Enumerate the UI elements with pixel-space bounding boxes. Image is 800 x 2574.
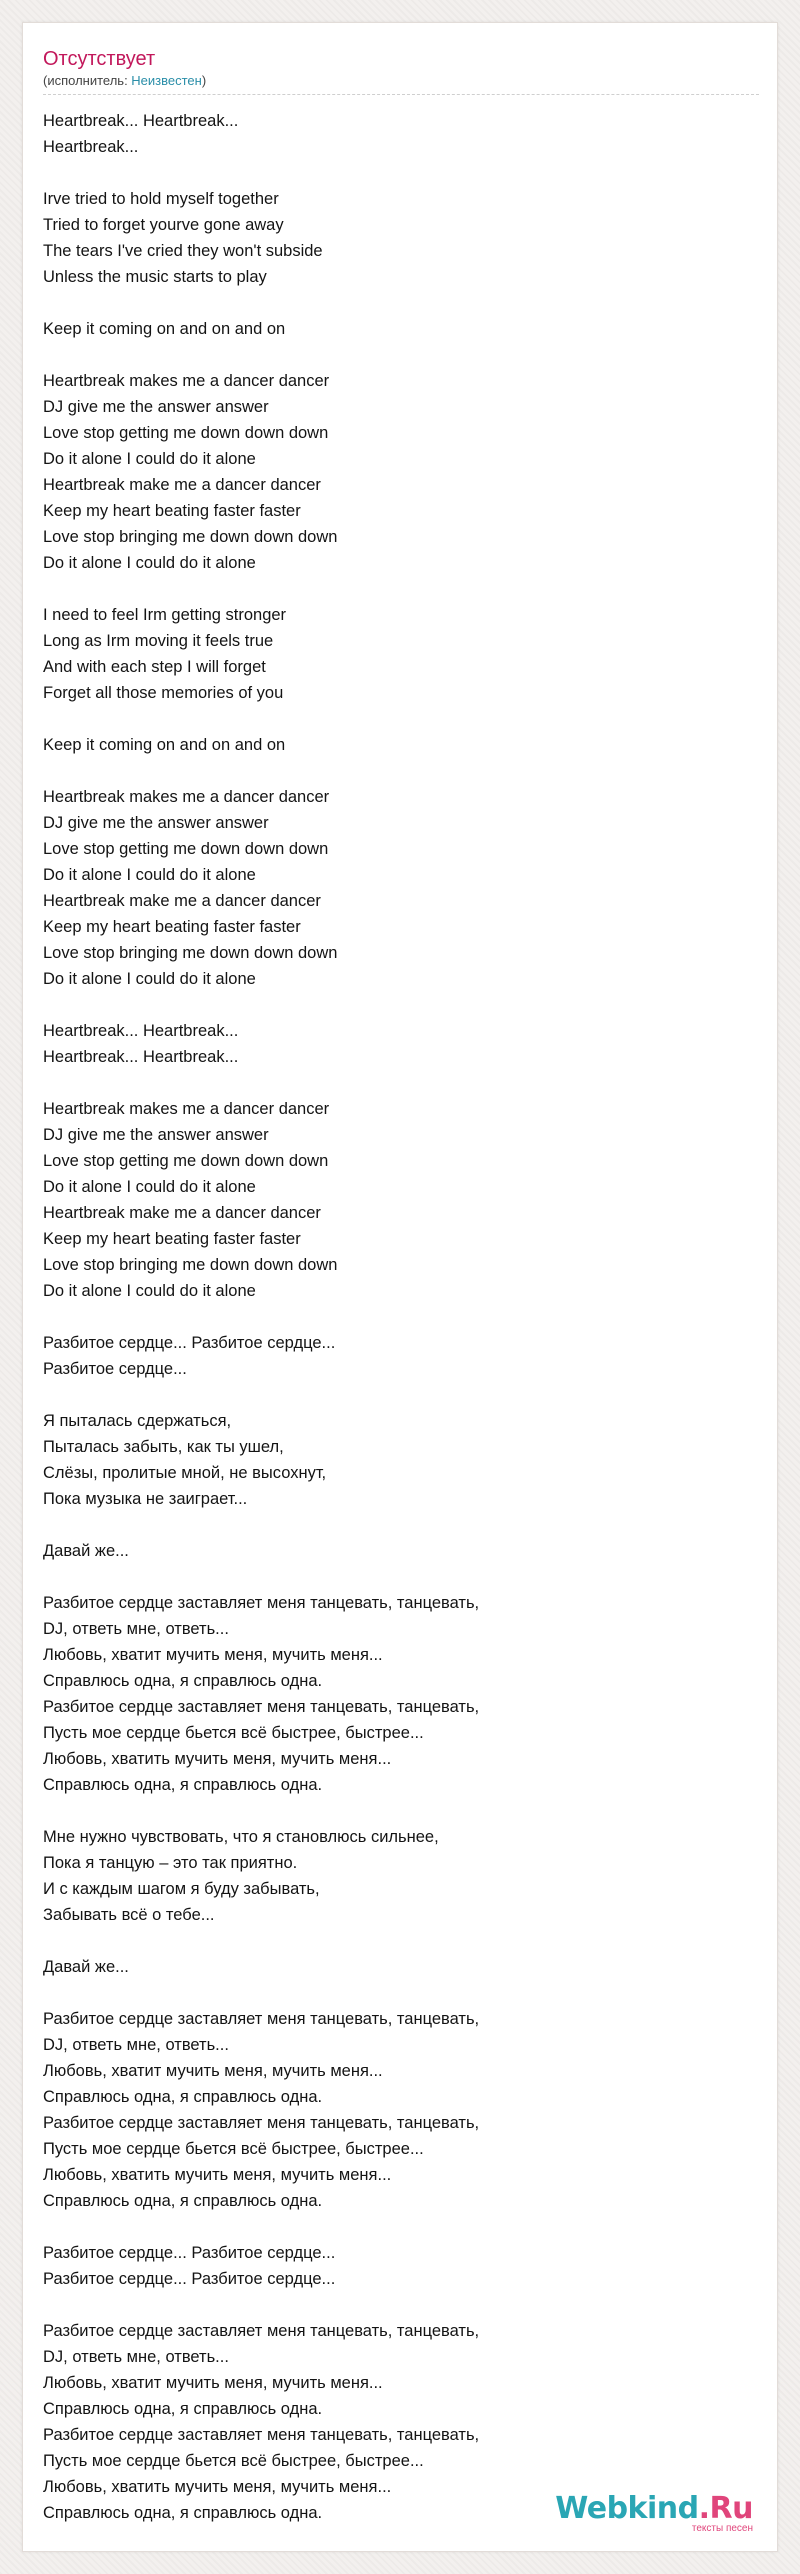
lyrics-line: Разбитое сердце... — [43, 1360, 187, 1378]
lyrics-line: Забывать всё о тебе... — [43, 1906, 215, 1924]
lyrics-line: Heartbreak... Heartbreak... — [43, 1022, 239, 1040]
lyrics-line: Справлюсь одна, я справлюсь одна. — [43, 1776, 323, 1794]
lyrics-line: Разбитое сердце заставляет меня танцевать, танцевать, — [43, 1594, 480, 1612]
lyrics-line: Heartbreak makes me a dancer dancer — [43, 1100, 330, 1118]
lyrics-line: Я пыталась сдержаться, — [43, 1412, 232, 1430]
lyrics-line: Keep my heart beating faster faster — [43, 918, 301, 936]
lyrics-stanza — [43, 316, 743, 342]
lyrics-stanza — [43, 1824, 743, 1928]
lyrics-line: Мне нужно чувствовать, что я становлюсь сильнее, — [43, 1828, 439, 1846]
lyrics-stanza — [43, 732, 743, 758]
lyrics-line: Keep it coming on and on and on — [43, 736, 286, 754]
lyrics-line: Heartbreak make me a dancer dancer — [43, 1204, 321, 1222]
lyrics-line: Любовь, хватит мучить меня, мучить меня... — [43, 2062, 383, 2080]
lyrics-line: Разбитое сердце... Разбитое сердце... — [43, 1334, 336, 1352]
lyrics-line: Do it alone I could do it alone — [43, 554, 256, 572]
lyrics-line: Разбитое сердце заставляет меня танцевать, танцевать, — [43, 1698, 480, 1716]
lyrics-line: И с каждым шагом я буду забывать, — [43, 1880, 320, 1898]
lyrics-stanza — [43, 1590, 743, 1798]
lyrics-stanza — [43, 1408, 743, 1512]
lyrics-line: Справлюсь одна, я справлюсь одна. — [43, 2400, 323, 2418]
lyrics-stanza — [43, 602, 743, 706]
lyrics-line: DJ give me the answer answer — [43, 814, 269, 832]
lyrics-line: Long as Irm moving it feels true — [43, 632, 274, 650]
lyrics-line: Пусть мое сердце бьется всё быстрее, быстрее... — [43, 1724, 424, 1742]
lyrics-line: Unless the music starts to play — [43, 268, 267, 286]
lyrics-line: Love stop getting me down down down — [43, 840, 329, 858]
lyrics-line: Справлюсь одна, я справлюсь одна. — [43, 2088, 323, 2106]
lyrics-line: Keep it coming on and on and on — [43, 320, 286, 338]
lyrics-line: Слёзы, пролитые мной, не высохнут, — [43, 1464, 327, 1482]
lyrics-line: Давай же... — [43, 1958, 129, 1976]
lyrics-line: Heartbreak makes me a dancer dancer — [43, 788, 330, 806]
lyrics-line: Любовь, хватить мучить меня, мучить меня... — [43, 1750, 392, 1768]
lyrics-line: Любовь, хватит мучить меня, мучить меня... — [43, 1646, 383, 1664]
webkind-logo[interactable] — [555, 2493, 753, 2535]
lyrics-stanza — [43, 1018, 743, 1070]
lyrics-line: Love stop bringing me down down down — [43, 528, 338, 546]
lyrics-stanza — [43, 1330, 743, 1382]
lyrics-stanza — [43, 368, 743, 576]
header-divider — [43, 94, 759, 95]
lyrics-line: Справлюсь одна, я справлюсь одна. — [43, 1672, 323, 1690]
lyrics-line: Любовь, хватить мучить меня, мучить меня... — [43, 2478, 392, 2496]
lyrics-line: Разбитое сердце... Разбитое сердце... — [43, 2270, 336, 2288]
lyrics-stanza — [43, 2240, 743, 2292]
lyrics-line: Давай же... — [43, 1542, 129, 1560]
lyrics-line: I need to feel Irm getting stronger — [43, 606, 287, 624]
lyrics-line: Справлюсь одна, я справлюсь одна. — [43, 2504, 323, 2522]
lyrics-stanza — [43, 2006, 743, 2214]
lyrics-stanza — [43, 1954, 743, 1980]
lyrics-line: Разбитое сердце заставляет меня танцевать, танцевать, — [43, 2114, 480, 2132]
lyrics-line: Love stop getting me down down down — [43, 1152, 329, 1170]
lyrics-card — [22, 22, 778, 2552]
lyrics-line: Heartbreak make me a dancer dancer — [43, 892, 321, 910]
lyrics-line: Tried to forget yourve gone away — [43, 216, 284, 234]
lyrics-line: Love stop bringing me down down down — [43, 1256, 338, 1274]
logo-brand: Webkind — [555, 2491, 699, 2526]
lyrics-line: Heartbreak... Heartbreak... — [43, 1048, 239, 1066]
lyrics-line: And with each step I will forget — [43, 658, 266, 676]
lyrics-line: Любовь, хватит мучить меня, мучить меня... — [43, 2374, 383, 2392]
lyrics-line: Do it alone I could do it alone — [43, 1178, 256, 1196]
lyrics-line: Пусть мое сердце бьется всё быстрее, быстрее... — [43, 2140, 424, 2158]
lyrics-line: Разбитое сердце заставляет меня танцевать, танцевать, — [43, 2322, 480, 2340]
artist-prefix: (исполнитель: — [43, 73, 132, 88]
lyrics-line: DJ give me the answer answer — [43, 398, 269, 416]
artist-suffix: ) — [201, 73, 207, 88]
lyrics-line: Пока я танцую – это так приятно. — [43, 1854, 298, 1872]
lyrics-line: DJ, ответь мне, ответь... — [43, 2036, 229, 2054]
lyrics-stanza — [43, 108, 743, 160]
lyrics-stanza — [43, 1538, 743, 1564]
lyrics-line: Heartbreak makes me a dancer dancer — [43, 372, 330, 390]
lyrics-line: Пыталась забыть, как ты ушел, — [43, 1438, 284, 1456]
lyrics-line: Разбитое сердце заставляет меня танцевать, танцевать, — [43, 2426, 480, 2444]
lyrics-line: Любовь, хватить мучить меня, мучить меня... — [43, 2166, 392, 2184]
lyrics-stanza — [43, 186, 743, 290]
lyrics-line: Do it alone I could do it alone — [43, 1282, 256, 1300]
lyrics-line: Пусть мое сердце бьется всё быстрее, быстрее... — [43, 2452, 424, 2470]
lyrics-body — [43, 108, 743, 2552]
lyrics-line: Keep my heart beating faster faster — [43, 1230, 301, 1248]
song-title: Отсутствует — [43, 48, 156, 70]
lyrics-line: Keep my heart beating faster faster — [43, 502, 301, 520]
lyrics-line: DJ, ответь мне, ответь... — [43, 2348, 229, 2366]
lyrics-line: Love stop getting me down down down — [43, 424, 329, 442]
lyrics-line: Do it alone I could do it alone — [43, 866, 256, 884]
lyrics-line: Разбитое сердце... Разбитое сердце... — [43, 2244, 336, 2262]
lyrics-line: Do it alone I could do it alone — [43, 970, 256, 988]
logo-tld: .Ru — [698, 2491, 753, 2526]
lyrics-line: Heartbreak make me a dancer dancer — [43, 476, 321, 494]
lyrics-line: Do it alone I could do it alone — [43, 450, 256, 468]
artist-link[interactable]: Неизвестен — [131, 73, 202, 88]
lyrics-line: Heartbreak... Heartbreak... — [43, 112, 239, 130]
lyrics-line: Справлюсь одна, я справлюсь одна. — [43, 2192, 323, 2210]
lyrics-line: Love stop bringing me down down down — [43, 944, 338, 962]
lyrics-line: DJ give me the answer answer — [43, 1126, 269, 1144]
lyrics-line: Пока музыка не заиграет... — [43, 1490, 248, 1508]
logo-tagline: тексты песен — [691, 2523, 753, 2534]
lyrics-stanza — [43, 784, 743, 992]
lyrics-line: The tears I've cried they won't subside — [43, 242, 323, 260]
lyrics-line: Irve tried to hold myself together — [43, 190, 279, 208]
lyrics-line: Forget all those memories of you — [43, 684, 284, 702]
lyrics-line: Разбитое сердце заставляет меня танцевать, танцевать, — [43, 2010, 480, 2028]
lyrics-line: Heartbreak... — [43, 138, 139, 156]
lyrics-stanza — [43, 1096, 743, 1304]
artist-line — [43, 73, 206, 89]
lyrics-line: DJ, ответь мне, ответь... — [43, 1620, 229, 1638]
